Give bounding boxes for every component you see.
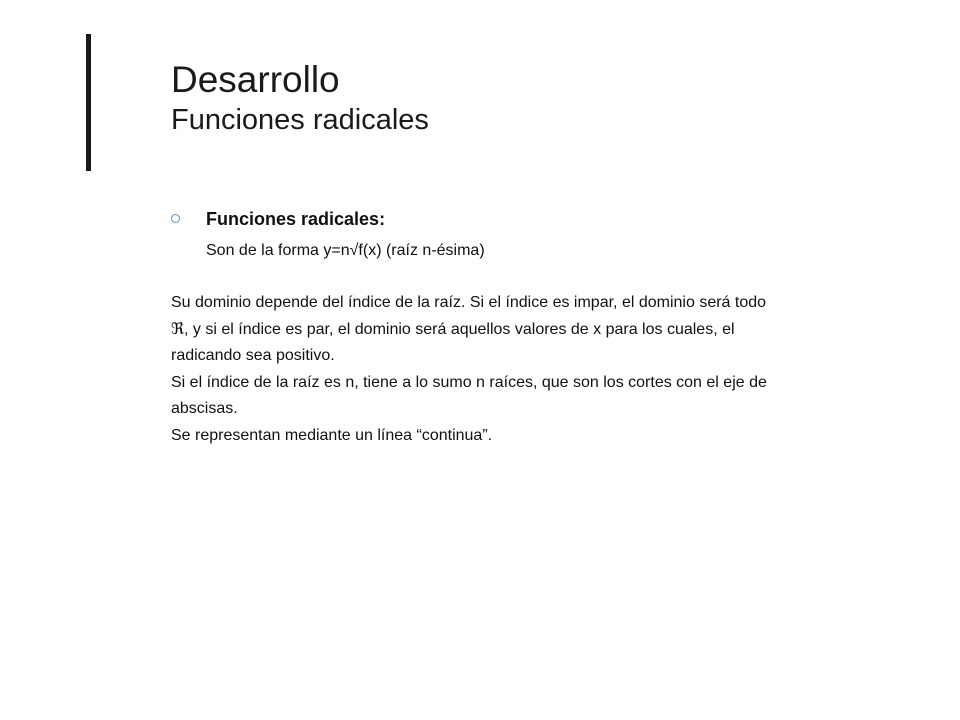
body-line: Se representan mediante un línea “continua”. — [171, 426, 493, 444]
body-line: Su dominio depende del índice de la raíz. Si el índice es impar, el dominio será todo — [171, 294, 767, 311]
body-line: radicando sea positivo. — [171, 347, 335, 364]
formula-text: Son de la forma y=n√f(x) (raíz n-ésima) — [206, 242, 485, 259]
body-line: Si el índice de la raíz es n, tiene a lo sumo n raíces, que son los cortes con el eje de — [171, 373, 767, 391]
title-accent-bar — [86, 34, 91, 171]
slide-subtitle: Funciones radicales — [171, 104, 429, 136]
body-line: abscisas. — [171, 400, 238, 417]
bullet-heading: Funciones radicales: — [206, 209, 386, 229]
title-block — [171, 58, 429, 138]
body-line: ℜ, y si el índice es par, el dominio será aquellos valores de x para los cuales, el — [171, 320, 735, 338]
bullet-circle-icon — [171, 214, 180, 223]
slide-title: Desarrollo — [171, 59, 340, 100]
body-paragraph — [171, 290, 891, 449]
